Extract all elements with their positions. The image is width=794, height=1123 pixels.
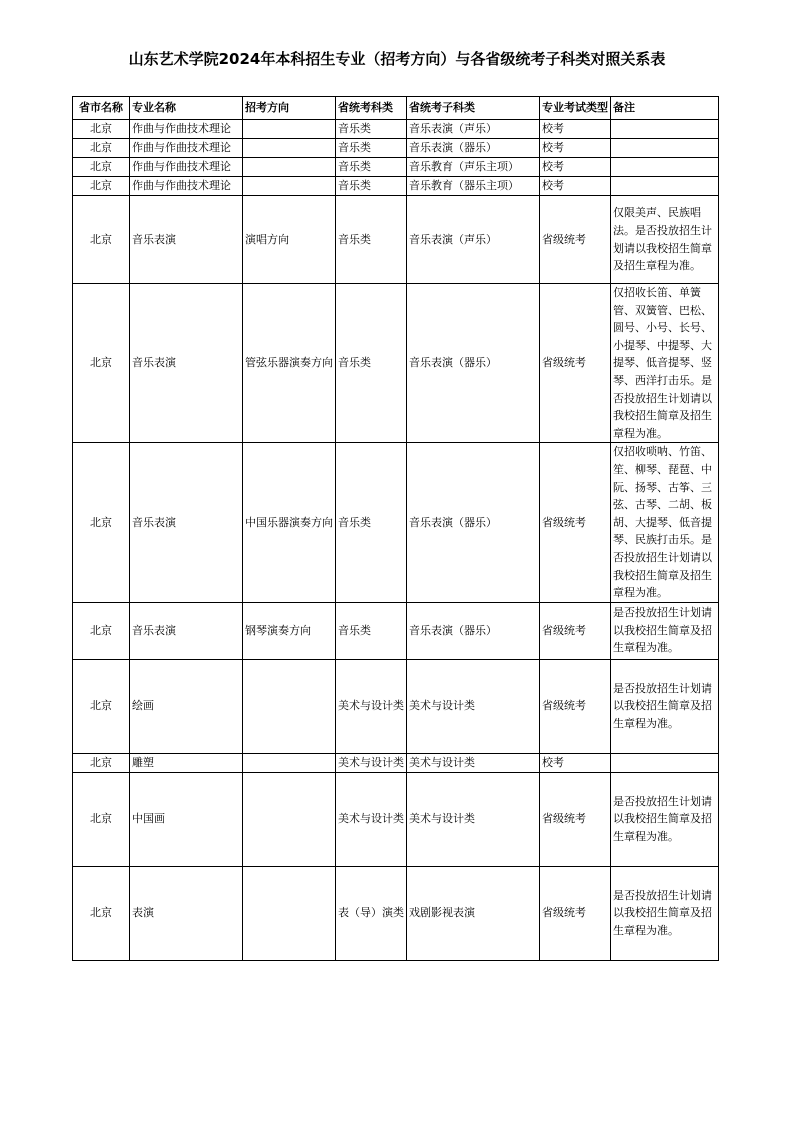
cell-note xyxy=(611,120,719,139)
cell-major: 绘画 xyxy=(130,659,243,753)
cell-exam-type: 省级统考 xyxy=(540,196,611,284)
cell-direction xyxy=(243,158,336,177)
table-row xyxy=(73,772,719,866)
cell-province: 北京 xyxy=(73,158,130,177)
cell-major: 作曲与作曲技术理论 xyxy=(130,139,243,158)
cell-province: 北京 xyxy=(73,753,130,772)
cell-province: 北京 xyxy=(73,196,130,284)
cell-direction xyxy=(243,659,336,753)
table-row xyxy=(73,443,719,602)
table-header-row xyxy=(73,97,719,120)
cell-category: 美术与设计类 xyxy=(336,659,407,753)
table-row xyxy=(73,196,719,284)
cell-subcategory: 音乐表演（器乐） xyxy=(407,284,540,443)
header-subcategory: 省统考子科类 xyxy=(407,97,540,120)
cell-province: 北京 xyxy=(73,772,130,866)
cell-major: 音乐表演 xyxy=(130,443,243,602)
header-exam-type: 专业考试类型 xyxy=(540,97,611,120)
cell-subcategory: 音乐表演（声乐） xyxy=(407,120,540,139)
cell-direction xyxy=(243,866,336,960)
cell-category: 音乐类 xyxy=(336,139,407,158)
cell-category: 音乐类 xyxy=(336,602,407,659)
cell-subcategory: 美术与设计类 xyxy=(407,659,540,753)
cell-exam-type: 省级统考 xyxy=(540,284,611,443)
cell-direction xyxy=(243,772,336,866)
cell-major: 表演 xyxy=(130,866,243,960)
cell-exam-type: 校考 xyxy=(540,158,611,177)
cell-direction xyxy=(243,753,336,772)
cell-category: 音乐类 xyxy=(336,443,407,602)
cell-note: 是否投放招生计划请以我校招生简章及招生章程为准。 xyxy=(611,772,719,866)
cell-subcategory: 音乐教育（器乐主项） xyxy=(407,177,540,196)
cell-major: 音乐表演 xyxy=(130,196,243,284)
cell-major: 作曲与作曲技术理论 xyxy=(130,158,243,177)
cell-major: 作曲与作曲技术理论 xyxy=(130,120,243,139)
cell-note: 是否投放招生计划请以我校招生简章及招生章程为准。 xyxy=(611,659,719,753)
header-category: 省统考科类 xyxy=(336,97,407,120)
cell-subcategory: 音乐表演（声乐） xyxy=(407,196,540,284)
cell-category: 音乐类 xyxy=(336,158,407,177)
cell-major: 雕塑 xyxy=(130,753,243,772)
table-row xyxy=(73,284,719,443)
cell-exam-type: 校考 xyxy=(540,753,611,772)
cell-subcategory: 音乐教育（声乐主项） xyxy=(407,158,540,177)
table-row xyxy=(73,139,719,158)
cell-province: 北京 xyxy=(73,602,130,659)
table-row xyxy=(73,659,719,753)
cell-province: 北京 xyxy=(73,284,130,443)
table-row xyxy=(73,866,719,960)
cell-major: 作曲与作曲技术理论 xyxy=(130,177,243,196)
cell-note xyxy=(611,158,719,177)
cell-note xyxy=(611,139,719,158)
cell-direction xyxy=(243,139,336,158)
cell-province: 北京 xyxy=(73,659,130,753)
cell-exam-type: 省级统考 xyxy=(540,443,611,602)
cell-category: 美术与设计类 xyxy=(336,772,407,866)
cell-note xyxy=(611,177,719,196)
cell-subcategory: 美术与设计类 xyxy=(407,753,540,772)
cell-direction xyxy=(243,177,336,196)
cell-direction: 管弦乐器演奏方向 xyxy=(243,284,336,443)
cell-province: 北京 xyxy=(73,177,130,196)
cell-subcategory: 音乐表演（器乐） xyxy=(407,139,540,158)
cell-exam-type: 省级统考 xyxy=(540,602,611,659)
header-direction: 招考方向 xyxy=(243,97,336,120)
header-major: 专业名称 xyxy=(130,97,243,120)
cell-subcategory: 戏剧影视表演 xyxy=(407,866,540,960)
major-mapping-table xyxy=(72,96,719,961)
cell-direction: 演唱方向 xyxy=(243,196,336,284)
cell-subcategory: 美术与设计类 xyxy=(407,772,540,866)
cell-category: 音乐类 xyxy=(336,284,407,443)
table-row xyxy=(73,602,719,659)
cell-province: 北京 xyxy=(73,443,130,602)
cell-category: 音乐类 xyxy=(336,196,407,284)
cell-province: 北京 xyxy=(73,139,130,158)
cell-major: 音乐表演 xyxy=(130,602,243,659)
cell-major: 音乐表演 xyxy=(130,284,243,443)
cell-subcategory: 音乐表演（器乐） xyxy=(407,602,540,659)
cell-province: 北京 xyxy=(73,866,130,960)
table-row xyxy=(73,177,719,196)
cell-note: 仅招收长笛、单簧管、双簧管、巴松、圆号、小号、长号、小提琴、中提琴、大提琴、低音提琴、竖琴、西洋打击乐。是否投放招生计划请以我校招生简章及招生章程为准。 xyxy=(611,284,719,443)
cell-exam-type: 校考 xyxy=(540,120,611,139)
cell-note: 是否投放招生计划请以我校招生简章及招生章程为准。 xyxy=(611,866,719,960)
cell-exam-type: 校考 xyxy=(540,177,611,196)
cell-category: 音乐类 xyxy=(336,120,407,139)
cell-exam-type: 校考 xyxy=(540,139,611,158)
page-title: 山东艺术学院2024年本科招生专业（招考方向）与各省级统考子科类对照关系表 xyxy=(128,50,666,68)
cell-direction: 中国乐器演奏方向 xyxy=(243,443,336,602)
cell-category: 表（导）演类 xyxy=(336,866,407,960)
cell-category: 音乐类 xyxy=(336,177,407,196)
header-note: 备注 xyxy=(611,97,719,120)
cell-direction xyxy=(243,120,336,139)
cell-subcategory: 音乐表演（器乐） xyxy=(407,443,540,602)
cell-note xyxy=(611,753,719,772)
cell-exam-type: 省级统考 xyxy=(540,866,611,960)
table-row xyxy=(73,158,719,177)
cell-exam-type: 省级统考 xyxy=(540,772,611,866)
cell-province: 北京 xyxy=(73,120,130,139)
table-row xyxy=(73,753,719,772)
cell-note: 是否投放招生计划请以我校招生简章及招生章程为准。 xyxy=(611,602,719,659)
cell-exam-type: 省级统考 xyxy=(540,659,611,753)
table-row xyxy=(73,120,719,139)
cell-major: 中国画 xyxy=(130,772,243,866)
cell-note: 仅招收唢呐、竹笛、笙、柳琴、琵琶、中阮、扬琴、古筝、三弦、古琴、二胡、板胡、大提琴、低音提琴、民族打击乐。是否投放招生计划请以我校招生简章及招生章程为准。 xyxy=(611,443,719,602)
cell-note: 仅限美声、民族唱法。是否投放招生计划请以我校招生简章及招生章程为准。 xyxy=(611,196,719,284)
cell-direction: 钢琴演奏方向 xyxy=(243,602,336,659)
header-province: 省市名称 xyxy=(73,97,130,120)
cell-category: 美术与设计类 xyxy=(336,753,407,772)
